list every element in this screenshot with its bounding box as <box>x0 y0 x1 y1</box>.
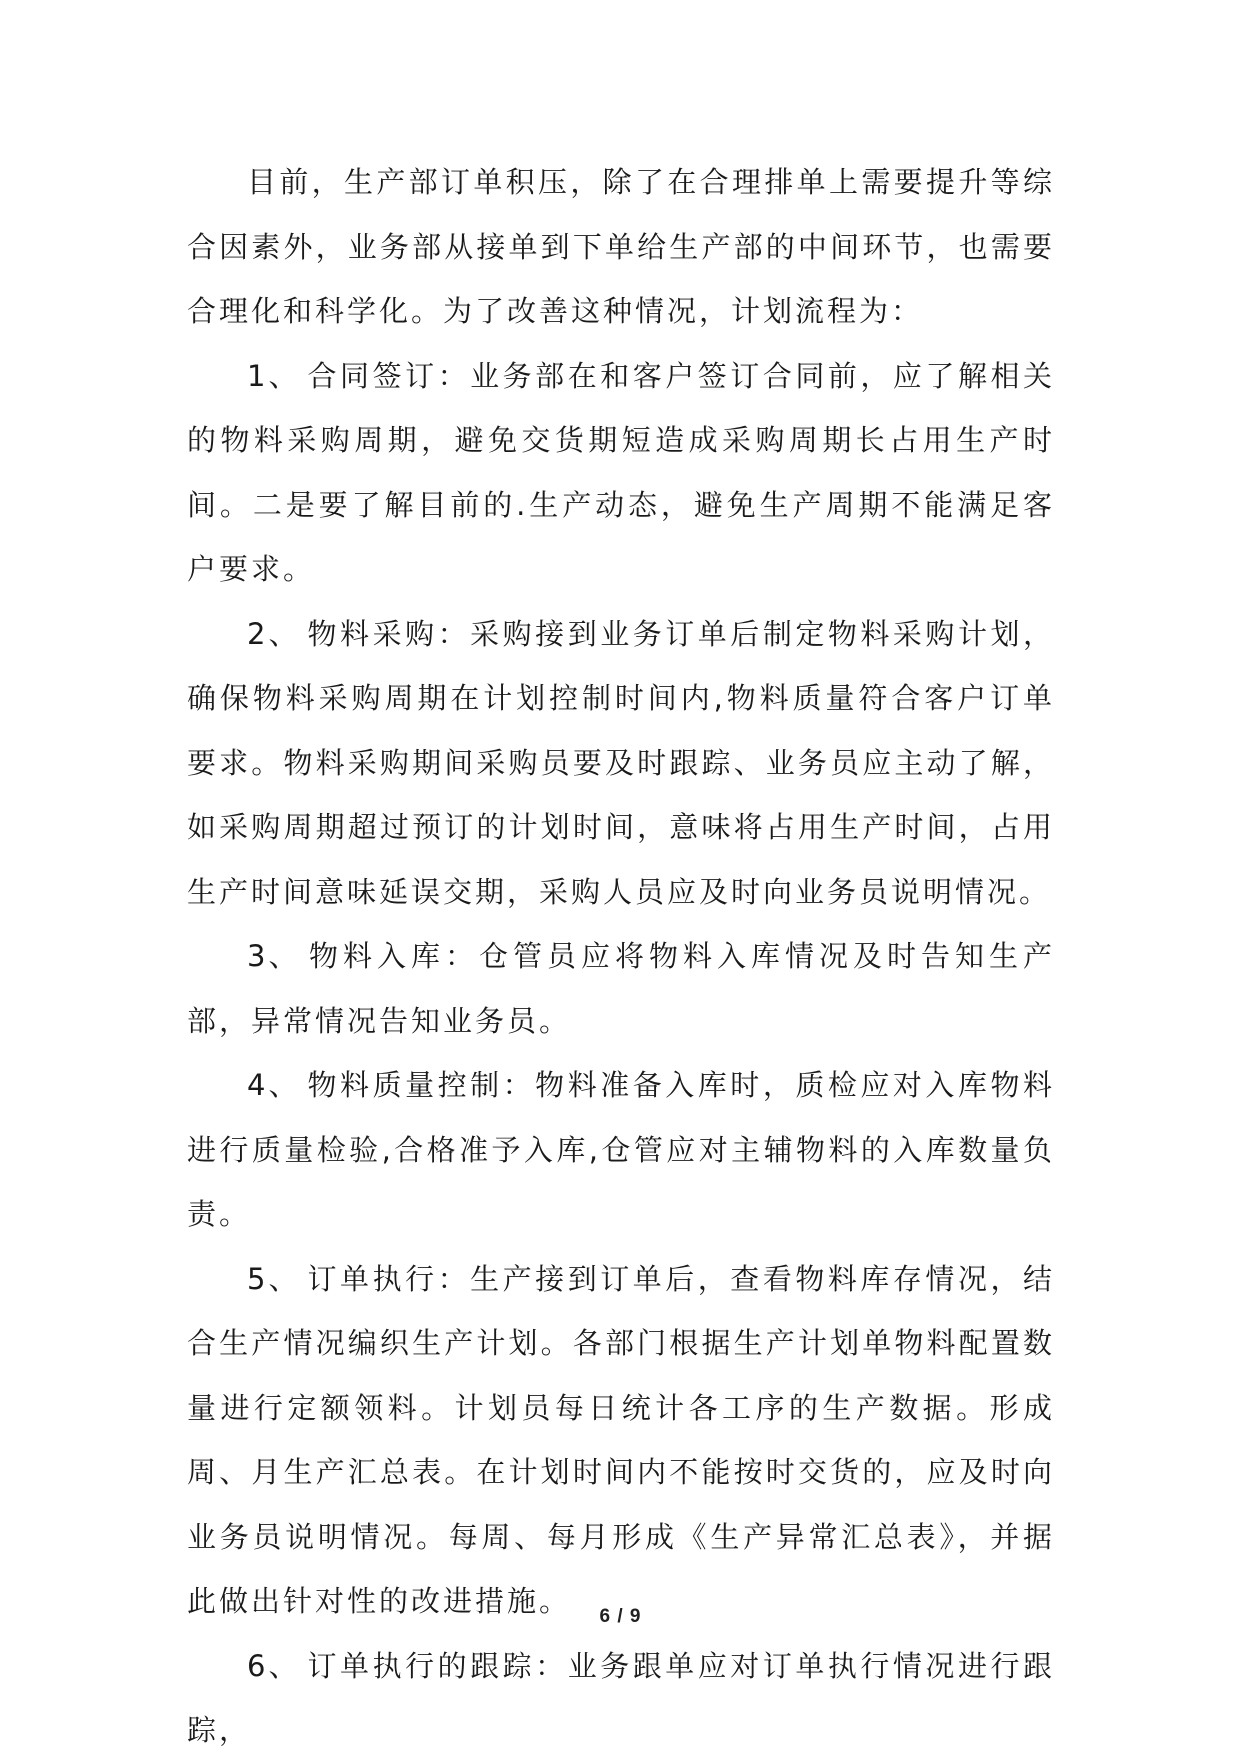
document-body <box>187 150 1055 1763</box>
item-number: 2、 <box>247 616 301 651</box>
item-number: 4、 <box>247 1068 301 1102</box>
list-item <box>187 1053 1055 1247</box>
intro-paragraph: 目前，生产部订单积压，除了在合理排单上需要提升等综合因素外，业务部从接单到下单给生产部的中间环节，也需要合理化和科学化。为了改善这种情况，计划流程为： <box>187 165 1055 328</box>
list-item <box>187 1247 1055 1634</box>
item-text: 物料采购：采购接到业务订单后制定物料采购计划，确保物料采购周期在计划控制时间内,物料质量符合客户订单要求。物料采购期间采购员要及时跟踪、业务员应主动了解，如采购周期超过预订的计划时间，意味将占用生产时间，占用生产时间意味延误交期，采购人员应及时向业务员说明情况。 <box>187 616 1055 909</box>
list-item <box>187 924 1055 1053</box>
item-text: 物料入库：仓管员应将物料入库情况及时告知生产部，异常情况告知业务员。 <box>187 939 1055 1038</box>
item-text: 订单执行的跟踪：业务跟单应对订单执行情况进行跟踪， <box>187 1648 1055 1747</box>
item-text: 物料质量控制：物料准备入库时，质检应对入库物料进行质量检验,合格准予入库,仓管应对主辅物料的入库数量负责。 <box>187 1068 1055 1231</box>
item-number: 3、 <box>247 939 301 973</box>
list-item <box>187 1634 1055 1763</box>
item-text: 订单执行：生产接到订单后，查看物料库存情况，结合生产情况编织生产计划。各部门根据生产计划单物料配置数量进行定额领料。计划员每日统计各工序的生产数据。形成周、月生产汇总表。在计划时间内不能按时交货的，应及时向业务员说明情况。每周、每月形成《生产异常汇总表》，并据此做出针对性的改进措施。 <box>187 1261 1055 1618</box>
item-text: 合同签订：业务部在和客户签订合同前，应了解相关的物料采购周期，避免交货期短造成采购周期长占用生产时间。二是要了解目前的.生产动态，避免生产周期不能满足客户要求。 <box>187 358 1055 586</box>
item-number: 1、 <box>247 358 301 393</box>
list-item <box>187 344 1055 602</box>
item-number: 5、 <box>247 1261 301 1296</box>
page-number: 6 / 9 <box>599 1606 642 1627</box>
item-number: 6、 <box>247 1648 301 1683</box>
list-item <box>187 602 1055 925</box>
